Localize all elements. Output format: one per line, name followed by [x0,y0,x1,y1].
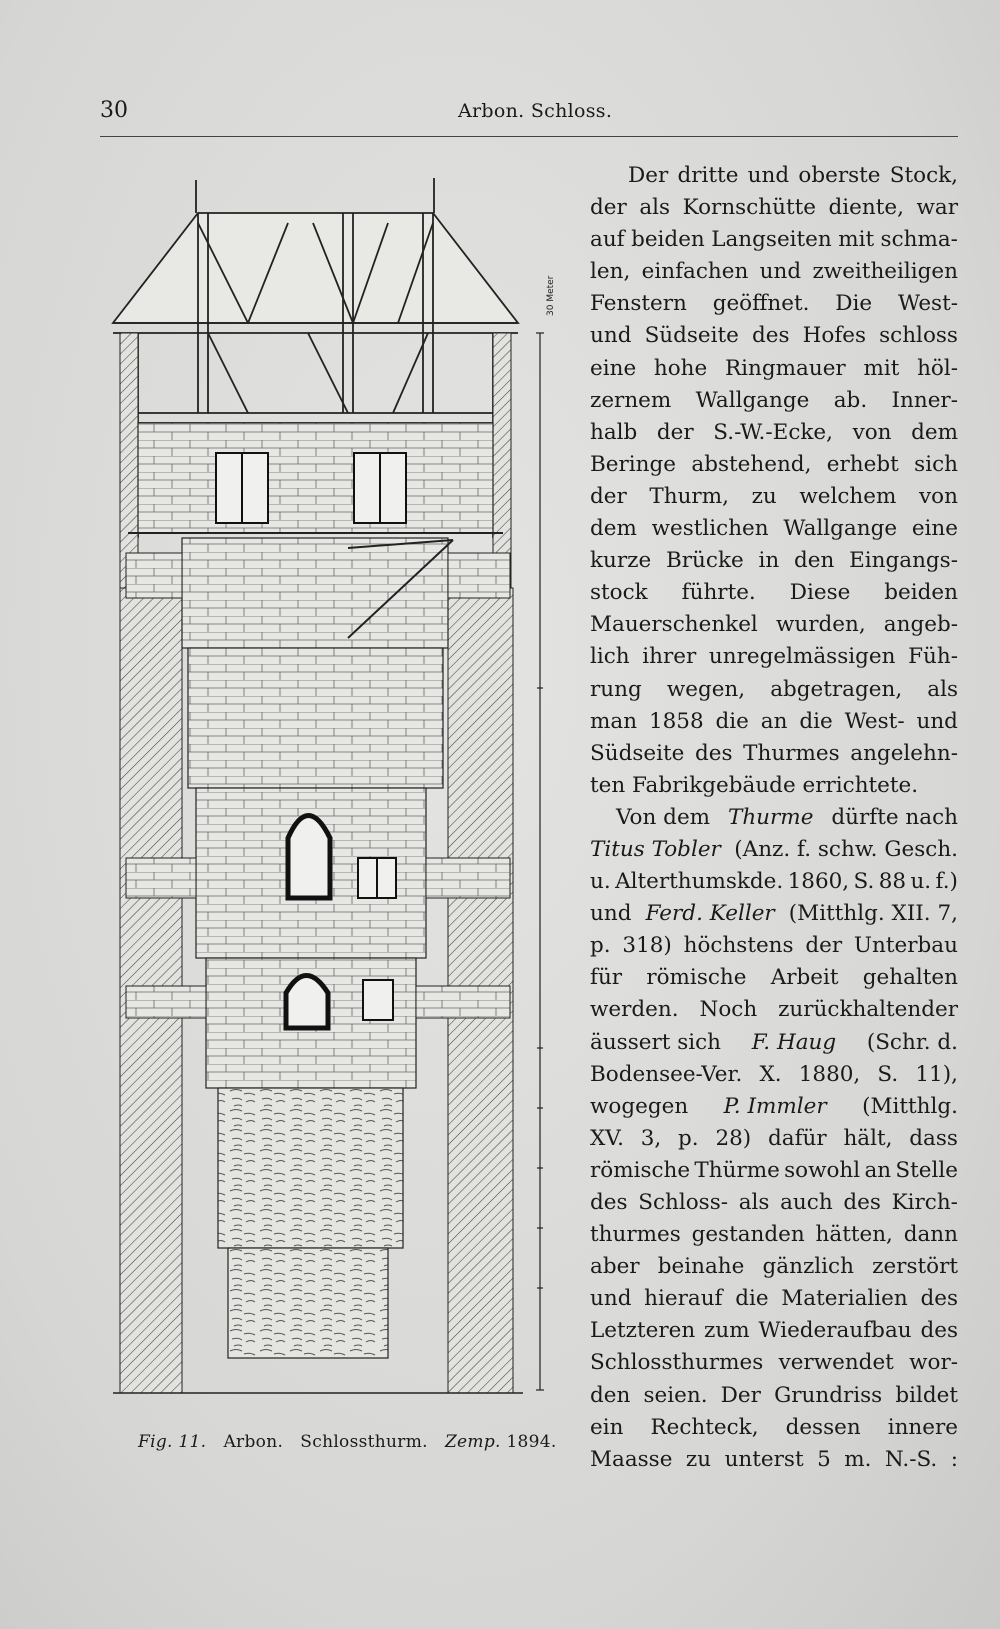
text-fragment-italic: F. Haug [751,1029,837,1055]
word: geöffnet. [712,291,810,317]
word: eine [590,355,637,381]
word: in [758,548,780,574]
text-fragment-italic: Thurme [728,804,814,830]
word: seien. [643,1382,708,1408]
text-line [590,224,958,256]
word: abstehend, [691,451,812,477]
word: höl- [917,355,958,381]
word: der [590,483,627,509]
word: oberste [798,163,881,188]
running-title: Arbon. Schloss. [458,100,613,122]
text-fragment: (Mitthlg. [862,1093,958,1119]
word: Grundriss [774,1382,883,1408]
word: zu [685,1446,712,1472]
word: wurden, [775,612,866,638]
word: von [852,419,892,445]
word: aber [590,1254,640,1280]
word: römische [590,1157,691,1183]
text-line [590,1251,958,1283]
word: S. [877,1061,899,1087]
word: gänzlich [762,1254,854,1280]
word: u. [910,869,932,895]
text-fragment: Von dem [616,804,711,830]
right-bridge-stub [448,553,510,598]
word: dass [909,1125,958,1151]
word: einfachen [641,259,749,285]
word: f.) [935,869,958,895]
word: Rechteck, [650,1414,759,1440]
word: an [760,708,788,734]
text-fragment: (Mitthlg. XII. 7, [788,901,958,927]
left-bridge-stub [126,553,182,598]
text-line [590,1219,958,1251]
text-line [590,706,958,738]
word: Die [835,291,873,317]
top-storey-masonry [138,423,493,533]
word: angelehn- [850,740,958,766]
word: die [735,1286,769,1312]
word: hierauf [644,1286,723,1312]
word: 3, [640,1125,662,1151]
word: wor- [909,1350,958,1376]
word: als [738,1190,770,1215]
word: ab. [833,387,868,413]
word: schma- [880,227,958,253]
word: dafür [767,1125,827,1151]
word: Kirch- [891,1190,958,1215]
word: Unterbau [853,933,958,959]
text-fragment: (Schr. d. [866,1029,958,1055]
word: mit [863,355,900,381]
word: Inner- [891,387,958,413]
word: zu [751,483,777,509]
text-line [590,674,958,706]
text-line [590,385,958,417]
text-line [590,1091,958,1123]
lower-rubble-masonry [218,1088,403,1248]
text-line [590,545,958,577]
word: Der [720,1382,761,1408]
text-line [590,577,958,609]
text-line [590,1059,958,1091]
word: beiden [631,227,705,253]
word: den [590,1382,631,1408]
text-line [590,1187,958,1219]
word: Der [628,163,669,188]
text-line [590,609,958,641]
word: Ringmauer [724,355,846,381]
word: unterst [724,1446,804,1472]
word: hält, [843,1125,893,1151]
word: unregelmässigen [708,644,896,670]
word: die [715,708,749,734]
word: zerstört [872,1254,958,1280]
word: kurze [590,548,652,574]
word: gestanden [691,1222,805,1248]
word: und [759,259,802,285]
word: Eingangs- [849,548,958,574]
header-rule [100,136,958,137]
word: thurmes [590,1222,681,1248]
text-line [590,288,958,320]
word: : [950,1446,958,1472]
word: Wallgange [783,516,898,542]
word: XV. [590,1125,624,1151]
word: sowohl [784,1157,861,1183]
word: auf [590,227,625,253]
text-line [590,802,958,834]
word: innere [887,1414,958,1440]
text-line [590,481,958,513]
word: für [590,965,623,991]
page-number: 30 [100,98,128,123]
word: Brücke [665,548,744,574]
text-fragment-italic: P. Immler [723,1093,827,1119]
text-line [590,1123,958,1155]
word: West- [844,708,905,734]
word: Thurmes [743,740,840,766]
text-line [590,738,958,770]
word: Langseiten [711,227,832,253]
text-line [590,834,958,866]
word: des [752,323,790,349]
storey-2-masonry [188,648,443,788]
page-header [100,98,960,128]
word: angeb- [883,612,958,638]
word: Noch [699,997,758,1023]
caption-year: 1894. [506,1432,557,1452]
word: römische [646,965,747,991]
word: S. [853,869,875,895]
word: stock [590,580,648,606]
text-line [590,962,958,994]
word: sich [914,451,958,477]
word: p. [590,933,611,959]
word: und [590,323,632,349]
text-fragment-italic: Ferd. Keller [645,901,775,927]
word: 1880, [798,1061,861,1087]
word: 1860, [787,869,850,895]
text-line [590,898,958,930]
word: die [799,708,833,734]
word: als [639,195,671,221]
word: halb [590,419,638,445]
word: Letzteren [590,1318,696,1344]
word: 88 [878,869,907,895]
word: der [590,195,627,221]
text-line [590,449,958,481]
word: zum [704,1318,750,1344]
text-line [590,1155,958,1187]
word: eine [911,516,958,542]
word: des [694,740,733,766]
word: dessen [785,1414,861,1440]
word: Schlossthurmes [590,1350,764,1376]
text-line [590,353,958,385]
word: beinahe [657,1254,745,1280]
word: höchstens [683,933,794,959]
word: S.-W.-Ecke, [713,419,833,445]
word: Materialien [781,1286,908,1312]
text-line [590,866,958,898]
word: m. [844,1446,872,1472]
word: ihrer [642,644,697,670]
foundation-rubble [228,1248,388,1358]
word: 11), [915,1061,958,1087]
word: Wiederaufbau [758,1318,912,1344]
body-text-column [590,160,958,1476]
word: Kornschütte [682,195,816,221]
text-fragment: äussert sich [590,1029,722,1055]
word: und [590,1286,632,1312]
text-line [590,1347,958,1379]
text-line [590,1283,958,1315]
text-line [590,513,958,545]
word: Stelle [895,1157,958,1183]
word: rung [590,676,642,702]
word: lich [590,644,630,670]
word: an [864,1157,892,1183]
text-fragment: (Anz. f. schw. Gesch. [734,836,958,862]
text-fragment-italic: Titus Tobler [590,836,721,862]
caption-subject: Schlossthurm. [300,1432,428,1452]
word: erhebt [826,451,899,477]
word: Bodensee-Ver. [590,1061,743,1087]
text-fragment: wogegen [590,1093,689,1119]
word: diente, [828,195,904,221]
word: schloss [879,323,958,349]
figure-caption [138,1432,578,1452]
word: Beringe [590,451,677,477]
scale-label: 30 Meter [546,275,556,316]
word: der [656,419,694,445]
word: ein [590,1414,624,1440]
word: Südseite [644,323,739,349]
word: Füh- [908,644,958,670]
word: u. [590,869,611,895]
word: Wallgange [695,387,810,413]
word: Hofes [802,323,867,349]
text-line [590,1412,958,1444]
word: auch [780,1190,833,1215]
word: zweitheiligen [812,259,958,285]
caption-author: Zemp. [444,1432,501,1452]
caption-place: Arbon. [223,1432,284,1452]
word: 5 [817,1446,831,1472]
tower-drawing [108,168,578,1408]
word: West- [897,291,958,317]
text-line [590,1444,958,1476]
word: des [590,1190,628,1215]
word: 1858 [648,708,704,734]
word: 28) [715,1125,752,1151]
word: von [919,483,958,509]
word: Schloss- [638,1190,728,1215]
word: Südseite [590,740,685,766]
word: des [920,1318,958,1344]
word: hohe [653,355,708,381]
word: bildet [895,1382,958,1408]
word: 318) [622,933,672,959]
word: Diese [789,580,851,606]
word: Thurm, [649,483,729,509]
word: führte. [681,580,756,606]
caption-fig-label: Fig. 11. [138,1432,207,1452]
word: dann [903,1222,958,1248]
scale-bar [536,333,544,1390]
word: hätten, [815,1222,893,1248]
text-line [590,1027,958,1059]
word: X. [759,1061,782,1087]
word: zurückhaltender [778,997,958,1023]
word: dem [590,516,637,542]
word: Thürme [694,1157,780,1183]
text-line [590,641,958,673]
text-line [590,1315,958,1347]
text-line [590,930,958,962]
word: als [927,676,958,702]
text-line [590,256,958,288]
text-line [590,192,958,224]
text-fragment: dürfte nach [831,804,958,830]
word: den [793,548,835,574]
word: mit [838,227,875,253]
word: beiden [884,580,958,606]
word: der [805,933,843,959]
word: Mauerschenkel [590,612,758,638]
word: gehalten [862,965,958,991]
word: p. [678,1125,699,1151]
word: des [920,1286,958,1312]
word: Arbeit [770,965,839,991]
word: werden. [590,997,679,1023]
word: Stock, [889,163,958,188]
text-line [590,1380,958,1412]
word: war [916,195,958,221]
word: Alterthumskde. [615,869,784,895]
word: man [590,708,638,734]
word: dem [911,419,958,445]
text-line: ten Fabrikgebäude errichtete. [590,772,919,798]
text-line [590,417,958,449]
word: des [843,1190,881,1215]
word: zernem [590,387,672,413]
word: Maasse [590,1446,673,1472]
small-window-lower [363,980,393,1020]
word: welchem [799,483,897,509]
word: N.-S. [884,1446,938,1472]
pointed-arch-window-upper [288,816,330,899]
tower-elevation-figure [108,168,578,1408]
word: len, [590,259,631,285]
word: abgetragen, [770,676,903,702]
text-line [590,320,958,352]
word: und [916,708,958,734]
pointed-arch-window-lower [286,976,328,1029]
word: und [747,163,790,188]
text-line [590,994,958,1026]
text-fragment: und [590,901,632,927]
word: wegen, [666,676,746,702]
word: westlichen [651,516,769,542]
word: verwendet [778,1350,894,1376]
word: dritte [677,163,739,188]
storey-3-masonry [182,538,448,648]
word: Fenstern [590,291,687,317]
text-line [590,160,958,192]
